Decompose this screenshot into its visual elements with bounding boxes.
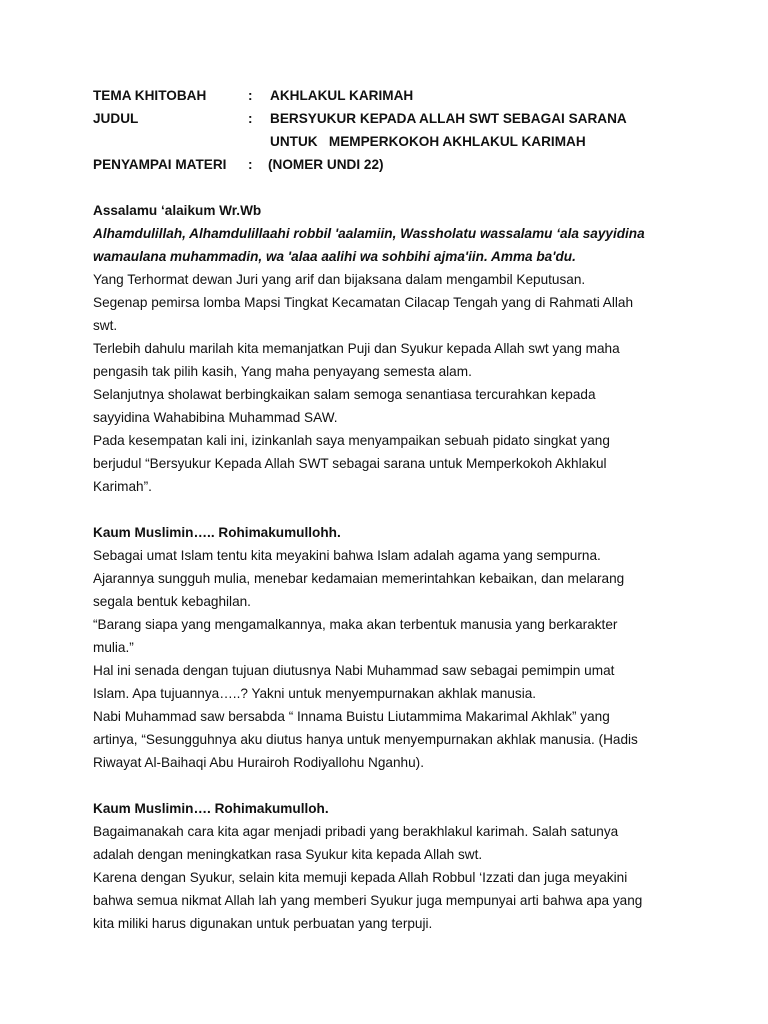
header-row-judul-cont	[93, 130, 673, 153]
text-line: bahwa semua nikmat Allah lah yang memberi Syukur juga mempunyai arti bahwa apa yang	[93, 893, 643, 908]
text-line: Ajarannya sungguh mulia, menebar kedamaian memerintahkan kebaikan, dan melarang	[93, 571, 625, 586]
text-line: adalah dengan meningkatkan rasa Syukur kita kepada Allah swt.	[93, 847, 483, 862]
section-heading: Kaum Muslimin…. Rohimakumulloh.	[93, 801, 329, 816]
arabic-line: Alhamdulillah, Alhamdulillaahi robbil 'aalamiin, Wassholatu wassalamu ‘ala sayyidina	[93, 226, 645, 241]
header-sep	[248, 130, 270, 153]
text-line: Karimah”.	[93, 479, 152, 494]
section-2	[93, 797, 673, 935]
section-heading: Kaum Muslimin….. Rohimakumullohh.	[93, 525, 341, 540]
header-block	[93, 84, 673, 176]
text-line: Riwayat Al-Baihaqi Abu Hurairoh Rodiyallohu Nganhu).	[93, 755, 424, 770]
header-key: TEMA KHITOBAH	[93, 88, 207, 103]
text-line: Hal ini senada dengan tujuan diutusnya Nabi Muhammad saw sebagai pemimpin umat	[93, 663, 615, 678]
greeting: Assalamu ‘alaikum Wr.Wb	[93, 203, 262, 218]
header-row-judul	[93, 107, 673, 130]
text-line: Terlebih dahulu marilah kita memanjatkan Puji dan Syukur kepada Allah swt yang maha	[93, 341, 620, 356]
text-line: Nabi Muhammad saw bersabda “ Innama Buistu Liutammima Makarimal Akhlak” yang	[93, 709, 610, 724]
text-line: Karena dengan Syukur, selain kita memuji kepada Allah Robbul ‘Izzati dan juga meyakini	[93, 870, 628, 885]
header-key: JUDUL	[93, 111, 139, 126]
text-line: Yang Terhormat dewan Juri yang arif dan bijaksana dalam mengambil Keputusan.	[93, 272, 586, 287]
spacer	[93, 498, 673, 521]
text-line: Selanjutnya sholawat berbingkaikan salam semoga senantiasa tercurahkan kepada	[93, 387, 596, 402]
text-line: Segenap pemirsa lomba Mapsi Tingkat Kecamatan Cilacap Tengah yang di Rahmati Allah	[93, 295, 634, 310]
text-line: Bagaimanakah cara kita agar menjadi pribadi yang berakhlakul karimah. Salah satunya	[93, 824, 619, 839]
text-line: mulia.”	[93, 640, 134, 655]
header-value: BERSYUKUR KEPADA ALLAH SWT SEBAGAI SARANA	[270, 111, 627, 126]
header-row-penyampai	[93, 153, 673, 176]
section-1	[93, 521, 673, 774]
spacer	[93, 176, 673, 199]
text-line: Pada kesempatan kali ini, izinkanlah saya menyampaikan sebuah pidato singkat yang	[93, 433, 610, 448]
text-line: pengasih tak pilih kasih, Yang maha penyayang semesta alam.	[93, 364, 472, 379]
text-line: kita miliki harus digunakan untuk perbuatan yang terpuji.	[93, 916, 433, 931]
text-line: sayyidina Wahabibina Muhammad SAW.	[93, 410, 338, 425]
text-line: “Barang siapa yang mengamalkannya, maka akan terbentuk manusia yang berkarakter	[93, 617, 618, 632]
text-line: berjudul “Bersyukur Kepada Allah SWT sebagai sarana untuk Memperkokoh Akhlakul	[93, 456, 607, 471]
header-row-tema	[93, 84, 673, 107]
header-value: UNTUK MEMPERKOKOH AKHLAKUL KARIMAH	[270, 134, 586, 149]
header-key	[93, 130, 248, 153]
header-sep: :	[248, 111, 253, 126]
header-value: AKHLAKUL KARIMAH	[270, 88, 414, 103]
text-line: Islam. Apa tujuannya…..? Yakni untuk menyempurnakan akhlak manusia.	[93, 686, 537, 701]
opening-block	[93, 199, 673, 498]
document-page	[93, 84, 673, 935]
arabic-line: wamaulana muhammadin, wa 'alaa aalihi wa sohbihi ajma'iin. Amma ba'du.	[93, 249, 576, 264]
header-sep: :	[248, 88, 253, 103]
text-line: swt.	[93, 318, 118, 333]
header-value: (NOMER UNDI 22)	[268, 157, 384, 172]
header-sep: :	[248, 157, 253, 172]
spacer	[93, 774, 673, 797]
header-key: PENYAMPAI MATERI	[93, 157, 227, 172]
text-line: segala bentuk kebaghilan.	[93, 594, 251, 609]
text-line: Sebagai umat Islam tentu kita meyakini bahwa Islam adalah agama yang sempurna.	[93, 548, 601, 563]
text-line: artinya, “Sesungguhnya aku diutus hanya untuk menyempurnakan akhlak manusia. (Hadis	[93, 732, 638, 747]
